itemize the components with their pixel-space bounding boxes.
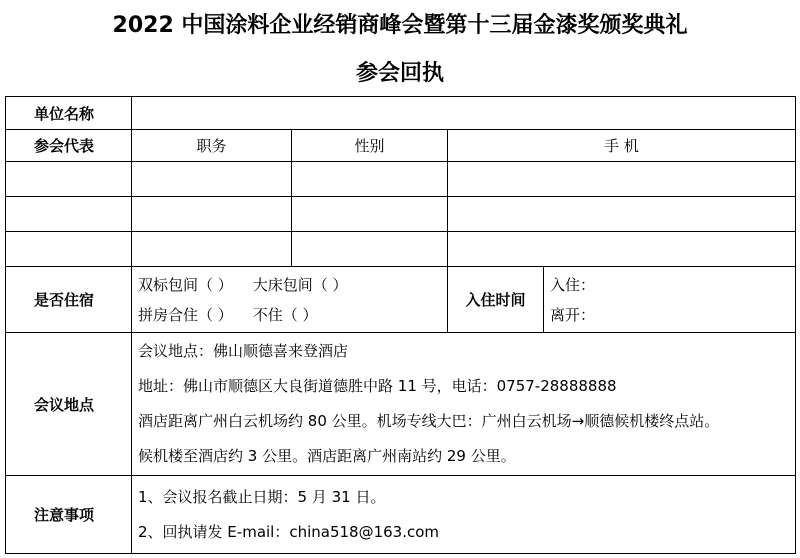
checkin-field[interactable]: 入住： [550,275,596,294]
venue-label: 会议地点 [6,333,132,476]
venue-address-text: 地址：佛山市顺德区大良街道德胜中路 11 号，电话：0757-28888888 [138,377,617,395]
unit-name-label: 单位名称 [6,97,132,130]
gender-field[interactable] [292,197,448,232]
checkin-checkout-cell [544,267,796,333]
representative-header-row [6,130,796,162]
position-field[interactable] [132,162,292,197]
no-stay-option[interactable]: 不住（ ） [252,305,318,324]
room-options-line [138,300,441,330]
king-room-option[interactable]: 大床包间（ ） [252,275,348,294]
email-note: 2、回执请发 E-mail：china518@163.com [138,522,440,541]
checkin-time-label: 入住时间 [448,267,544,333]
representative-label: 参会代表 [6,130,132,162]
venue-info-cell [132,333,796,476]
representative-name-field[interactable] [6,162,132,197]
stay-label: 是否住宿 [6,267,132,333]
phone-field[interactable] [448,162,796,197]
page-title: 2022 中国涂料企业经销商峰会暨第十三届金漆奖颁奖典礼 [112,13,688,38]
notes-cell [132,476,796,554]
registration-form-table [5,96,796,554]
gender-field[interactable] [292,162,448,197]
unit-name-field[interactable] [132,97,796,130]
representative-row [6,162,796,197]
representative-row [6,197,796,232]
shared-room-option[interactable]: 拼房合住（ ） [138,305,233,324]
venue-transport-text: 酒店距离广州白云机场约 80 公里。机场专线大巴：广州白云机场→顺德候机楼终点站。 [138,412,720,430]
phone-header: 手 机 [448,130,796,162]
notes-row [6,476,796,554]
gender-header: 性别 [292,130,448,162]
representative-name-field[interactable] [6,197,132,232]
phone-field[interactable] [448,197,796,232]
position-field[interactable] [132,232,292,267]
accommodation-row [6,267,796,333]
room-options-cell [132,267,448,333]
twin-room-option[interactable]: 双标包间（ ） [138,275,233,294]
gender-field[interactable] [292,232,448,267]
venue-row [6,333,796,476]
position-header: 职务 [132,130,292,162]
venue-distance-text: 候机楼至酒店约 3 公里。酒店距离广州南站约 29 公里。 [138,447,516,465]
representative-name-field[interactable] [6,232,132,267]
checkout-field[interactable]: 离开： [550,305,596,324]
position-field[interactable] [132,197,292,232]
deadline-note: 1、会议报名截止日期：5 月 31 日。 [138,487,386,506]
room-options-line [138,270,441,300]
phone-field[interactable] [448,232,796,267]
notes-label: 注意事项 [6,476,132,554]
representative-row [6,232,796,267]
venue-name-text: 会议地点：佛山顺德喜来登酒店 [138,342,349,360]
page-subtitle: 参会回执 [355,61,444,86]
unit-name-row [6,97,796,130]
